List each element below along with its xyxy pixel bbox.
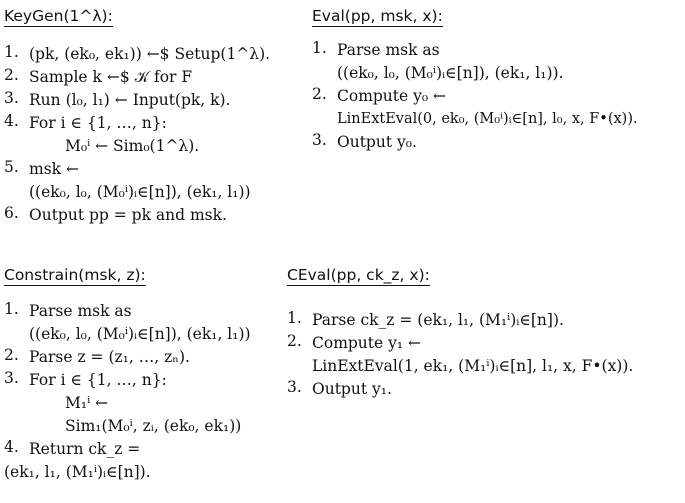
- ceval-panel: [287, 265, 682, 401]
- eval-title: Eval(pp, msk, x):: [312, 7, 443, 25]
- step-line: ((ek₀, l₀, (M₀ⁱ)ᵢ∈[n]), (ek₁, l₁)).: [337, 64, 564, 82]
- constrain-step-4: [4, 438, 304, 484]
- keygen-panel: [4, 6, 334, 227]
- eval-steps: [312, 39, 682, 154]
- step-number: 2.: [287, 332, 302, 350]
- step-number: 6.: [4, 204, 19, 222]
- ceval-step-2: [287, 332, 682, 378]
- constrain-step-1: [4, 300, 304, 346]
- ceval-step-3: [287, 378, 682, 401]
- keygen-step-6: [4, 204, 334, 227]
- step-number: 3.: [312, 131, 327, 149]
- step-line: (pk, (ek₀, ek₁)) ←$ Setup(1^λ).: [29, 45, 271, 63]
- step-number: 3.: [287, 378, 302, 396]
- keygen-step-4: [4, 112, 334, 158]
- step-line: M₀ⁱ ← Sim₀(1^λ).: [65, 137, 200, 155]
- step-line: (ek₁, l₁, (M₁ⁱ)ᵢ∈[n]).: [4, 463, 151, 481]
- step-line: ((ek₀, l₀, (M₀ⁱ)ᵢ∈[n]), (ek₁, l₁)): [29, 183, 251, 201]
- step-line: Output y₁.: [312, 380, 392, 398]
- step-line: Parse msk as: [337, 41, 440, 59]
- step-line: Compute y₁ ←: [312, 334, 422, 352]
- step-number: 1.: [4, 43, 19, 61]
- eval-step-2: [312, 85, 682, 131]
- eval-step-1: [312, 39, 682, 85]
- ceval-steps: [287, 309, 682, 401]
- step-number: 2.: [312, 85, 327, 103]
- keygen-title: KeyGen(1^λ):: [4, 7, 113, 25]
- step-line: For i ∈ {1, …, n}:: [29, 114, 167, 132]
- step-number: 3.: [4, 369, 19, 387]
- keygen-step-2: [4, 66, 334, 89]
- keygen-step-1: [4, 43, 334, 66]
- eval-panel: [312, 6, 682, 154]
- eval-step-3: [312, 131, 682, 154]
- step-number: 3.: [4, 89, 19, 107]
- step-line: Output y₀.: [337, 133, 417, 151]
- step-line: ((ek₀, l₀, (M₀ⁱ)ᵢ∈[n]), (ek₁, l₁)): [29, 325, 251, 343]
- step-line: M₁ⁱ ←: [65, 394, 109, 412]
- constrain-title: Constrain(msk, z):: [4, 266, 146, 284]
- step-line: msk ←: [29, 160, 79, 178]
- keygen-step-3: [4, 89, 334, 112]
- step-line: LinExtEval(0, ek₀, (M₀ⁱ)ᵢ∈[n], l₀, x, F•(x)).: [337, 111, 638, 127]
- keygen-step-5: [4, 158, 334, 204]
- ceval-step-1: [287, 309, 682, 332]
- step-number: 2.: [4, 66, 19, 84]
- step-number: 1.: [4, 300, 19, 318]
- step-line: LinExtEval(1, ek₁, (M₁ⁱ)ᵢ∈[n], l₁, x, F•(x)).: [312, 357, 634, 375]
- step-number: 5.: [4, 158, 19, 176]
- constrain-panel: [4, 265, 304, 484]
- step-line: For i ∈ {1, …, n}:: [29, 371, 167, 389]
- step-number: 4.: [4, 112, 19, 130]
- step-line: Parse z = (z₁, …, zₙ).: [29, 348, 190, 366]
- step-line: Parse msk as: [29, 302, 132, 320]
- step-number: 1.: [312, 39, 327, 57]
- step-number: 4.: [4, 438, 19, 456]
- step-line: Sample k ←$ 𝒦 for F: [29, 68, 193, 86]
- ceval-title: CEval(pp, ck_z, x):: [287, 266, 430, 284]
- step-number: 2.: [4, 346, 19, 364]
- step-line: Sim₁(M₀ⁱ, zᵢ, (ek₀, ek₁)): [65, 417, 242, 435]
- constrain-steps: [4, 300, 304, 484]
- constrain-step-3: [4, 369, 304, 438]
- step-line: Return ck_z =: [29, 440, 141, 458]
- step-number: 1.: [287, 309, 302, 327]
- step-line: Compute y₀ ←: [337, 87, 447, 105]
- step-line: Run (l₀, l₁) ← Input(pk, k).: [29, 91, 231, 109]
- keygen-steps: [4, 43, 334, 227]
- step-line: Parse ck_z = (ek₁, l₁, (M₁ⁱ)ᵢ∈[n]).: [312, 311, 564, 329]
- step-line: Output pp = pk and msk.: [29, 206, 227, 224]
- constrain-step-2: [4, 346, 304, 369]
